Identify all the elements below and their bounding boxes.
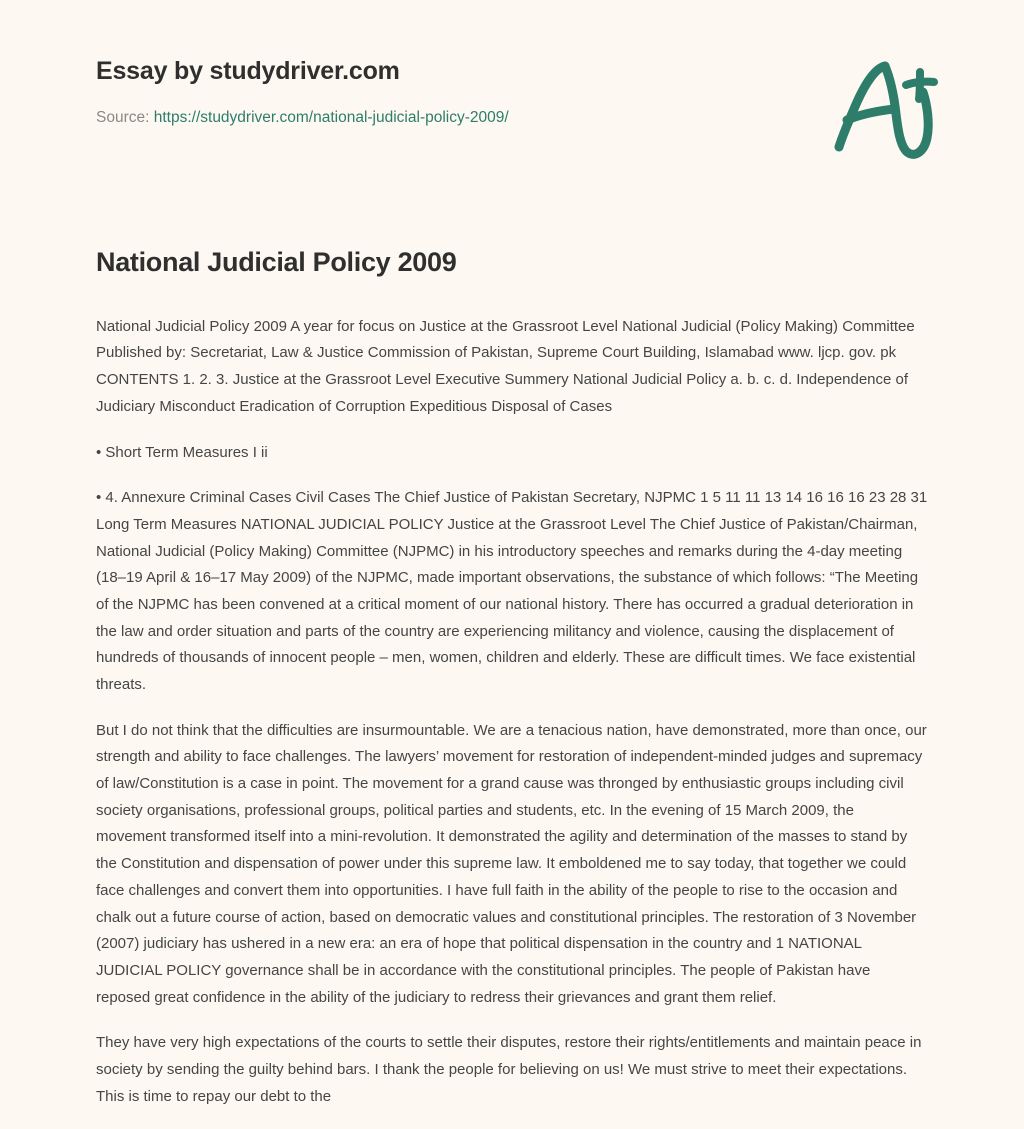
paragraph: National Judicial Policy 2009 A year for focus on Justice at the Grassroot Level National Judicial (Policy Making) Committee Published by: Secretariat, Law & Justice Commission of Pakistan, Supreme Court Building, Islamabad www. ljcp. gov. pk CONTENTS 1. 2. 3. Justice at the Grassroot Level Executive Summery National Judicial Policy a. b. c. d. Independence of Judiciary Misconduct Eradication of Corruption Expeditious Disposal of Cases: [96, 317, 915, 415]
essay-content: [0, 246, 1024, 1110]
paragraph-bullet: • Short Term Measures I ii: [96, 440, 928, 467]
site-title: Essay by studydriver.com: [96, 57, 400, 85]
source-line: [96, 108, 928, 128]
source-url-link[interactable]: https://studydriver.com/national-judicial-policy-2009/: [153, 109, 509, 126]
page-title: National Judicial Policy 2009: [96, 247, 457, 277]
source-label: Source:: [96, 109, 150, 126]
a-plus-logo-icon[interactable]: [828, 52, 948, 162]
essay-body: [96, 314, 928, 1111]
page-header: [0, 0, 1024, 150]
paragraph: But I do not think that the difficulties are insurmountable. We are a tenacious nation, have demonstrated, more than once, our strength and ability to face challenges. The lawyers’ movement for restoration of independent-minded judges and supremacy of law/Constitution is a case in point. The movement for a grand cause was thronged by enthusiastic groups including civil society organisations, professional groups, political parties and students, etc. In the evening of 15 March 2009, the movement transformed itself into a mini-revolution. It demonstrated the agility and determination of the masses to stand by the Constitution and dispensation of power under this supreme law. It emboldened me to say today, that together we could face challenges and convert them into opportunities. I have full faith in the ability of the people to rise to the occasion and chalk out a future course of action, based on democratic values and constitutional principles. The restoration of 3 November (2007) judiciary has ushered in a new era: an era of hope that political dispensation in the country and 1 NATIONAL JUDICIAL POLICY governance shall be in accordance with the constitutional principles. The people of Pakistan have reposed great confidence in the ability of the judiciary to redress their grievances and grant them relief.: [96, 721, 927, 1006]
paragraph-bullet: • 4. Annexure Criminal Cases Civil Cases The Chief Justice of Pakistan Secretary, NJPMC 1 5 11 11 13 14 16 16 16 23 28 31 Long Term Measures NATIONAL JUDICIAL POLICY Justice at the Grassroot Level The Chief Justice of Pakistan/Chairman, National Judicial (Policy Making) Committee (NJPMC) in his introductory speeches and remarks during the 4-day meeting (18–19 April & 16–17 May 2009) of the NJPMC, made important observations, the substance of which follows: “The Meeting of the NJPMC has been convened at a critical moment of our national history. There has occurred a gradual deterioration in the law and order situation and parts of the country are experiencing militancy and violence, causing the displacement of hundreds of thousands of innocent people – men, women, children and elderly. These are difficult times. We face existential threats.: [96, 485, 928, 699]
paragraph: They have very high expectations of the courts to settle their disputes, restore their rights/entitlements and maintain peace in society by sending the guilty behind bars. I thank the people for believing on us! We must strive to meet their expectations. This is time to repay our debt to the: [96, 1034, 922, 1105]
